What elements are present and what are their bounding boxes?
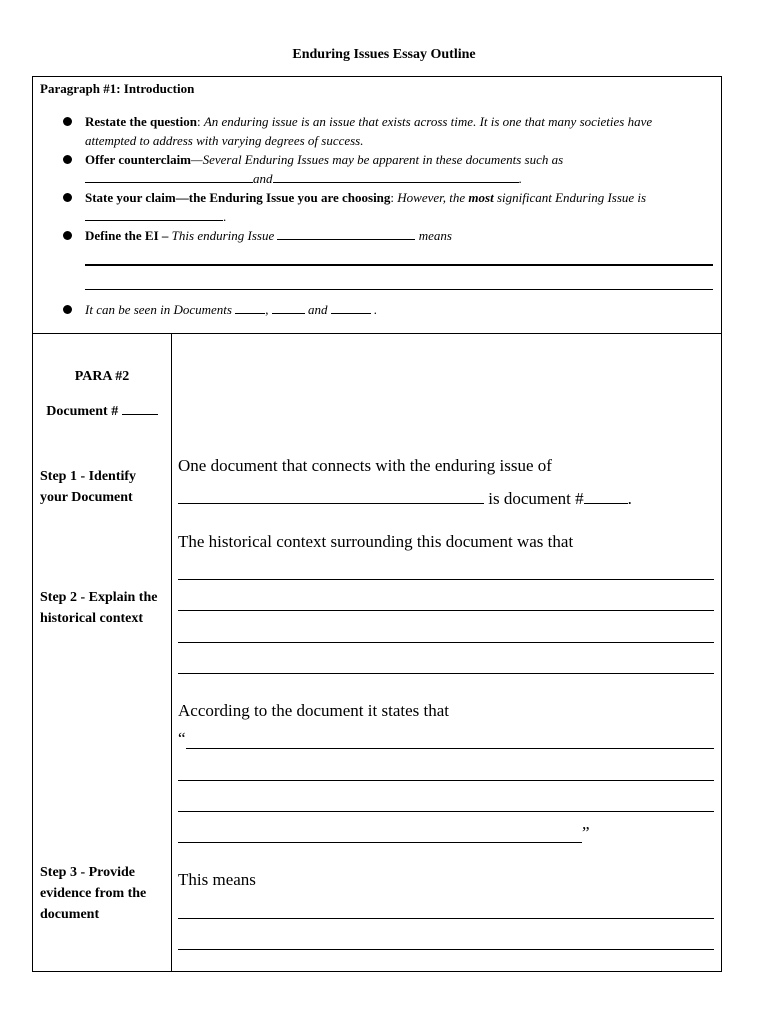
para-heading: PARA #2 <box>74 369 130 384</box>
open-quote: “ <box>178 729 186 748</box>
means-text: This means <box>178 870 256 889</box>
answer-line[interactable] <box>178 918 714 919</box>
answer-line[interactable] <box>178 811 714 812</box>
answer-line[interactable] <box>178 673 714 674</box>
bullet-text: It can be seen in Documents <box>85 302 236 317</box>
bullet-label: Define the EI – <box>85 228 169 243</box>
bullet-label: State your claim—the Enduring Issue you are choosing <box>85 190 391 205</box>
bullet-and: and <box>253 171 273 186</box>
blank-line[interactable] <box>331 300 371 314</box>
bullet-separator: : <box>196 114 204 129</box>
bullet-text: significant Enduring Issue is <box>493 190 647 205</box>
document-number-text: Document # <box>46 404 119 419</box>
step-2-label: Step 2 - Explain the historical context <box>40 590 158 626</box>
bullet-and: and <box>307 302 328 317</box>
bullet-end: . <box>518 171 522 186</box>
bullet-icon <box>63 117 72 126</box>
identify-end-text: is document # <box>488 489 584 508</box>
step-1-label: Step 1 - Identify your Document <box>40 469 137 505</box>
blank-line[interactable] <box>272 300 305 314</box>
step-3-label: Step 3 - Provide evidence from the document <box>40 865 147 922</box>
answer-line[interactable] <box>178 949 714 950</box>
bullet-text: Several Enduring Issues may be apparent in these documents such as <box>202 152 564 167</box>
answer-line[interactable] <box>178 579 714 580</box>
document-number-label <box>33 400 171 422</box>
blank-line[interactable] <box>85 207 223 221</box>
bullet-label: Offer counterclaim <box>85 152 192 167</box>
blank-line[interactable] <box>584 487 628 504</box>
answer-line[interactable] <box>178 780 714 781</box>
answer-line[interactable] <box>178 842 582 843</box>
blank-line[interactable] <box>122 400 158 415</box>
context-text: The historical context surrounding this document was that <box>178 532 574 551</box>
blank-line[interactable] <box>178 487 484 504</box>
bullet-separator: — <box>191 152 203 167</box>
bullet-icon <box>63 231 72 240</box>
paragraph-2-table <box>32 333 722 972</box>
page-title: Enduring Issues Essay Outline <box>292 47 476 62</box>
bullet-comma: , <box>265 302 269 317</box>
intro-heading: Paragraph #1: Introduction <box>40 81 195 96</box>
bullet-icon <box>63 193 72 202</box>
answer-line[interactable] <box>186 748 714 749</box>
bullet-text: An enduring issue is an issue that exists across time. It is one that many societies have attempted to address with varying degrees of success. <box>85 114 653 148</box>
bullet-icon <box>63 155 72 164</box>
blank-line[interactable] <box>277 226 415 240</box>
bullet-text: This enduring Issue <box>168 228 275 243</box>
answer-line[interactable] <box>85 289 713 290</box>
close-quote: ” <box>582 823 590 842</box>
blank-line[interactable] <box>85 169 253 183</box>
evidence-text: According to the document it states that <box>178 701 449 720</box>
identify-line <box>178 487 632 509</box>
bullet-text: However, the <box>397 190 469 205</box>
blank-line[interactable] <box>273 169 519 183</box>
identify-period: . <box>627 489 632 508</box>
bullet-means: means <box>418 228 452 243</box>
column-divider <box>171 334 172 971</box>
blank-line[interactable] <box>235 300 265 314</box>
bullet-most: most <box>468 190 494 205</box>
bullet-separator: : <box>390 190 398 205</box>
answer-line[interactable] <box>178 642 714 643</box>
answer-line[interactable] <box>85 264 713 266</box>
bullet-icon <box>63 305 72 314</box>
intro-section <box>32 76 722 333</box>
bullet-end: . <box>223 209 227 224</box>
bullet-label: Restate the question <box>85 114 197 129</box>
answer-line[interactable] <box>178 610 714 611</box>
bullet-end: . <box>373 302 378 317</box>
identify-text: One document that connects with the enduring issue of <box>178 456 552 475</box>
